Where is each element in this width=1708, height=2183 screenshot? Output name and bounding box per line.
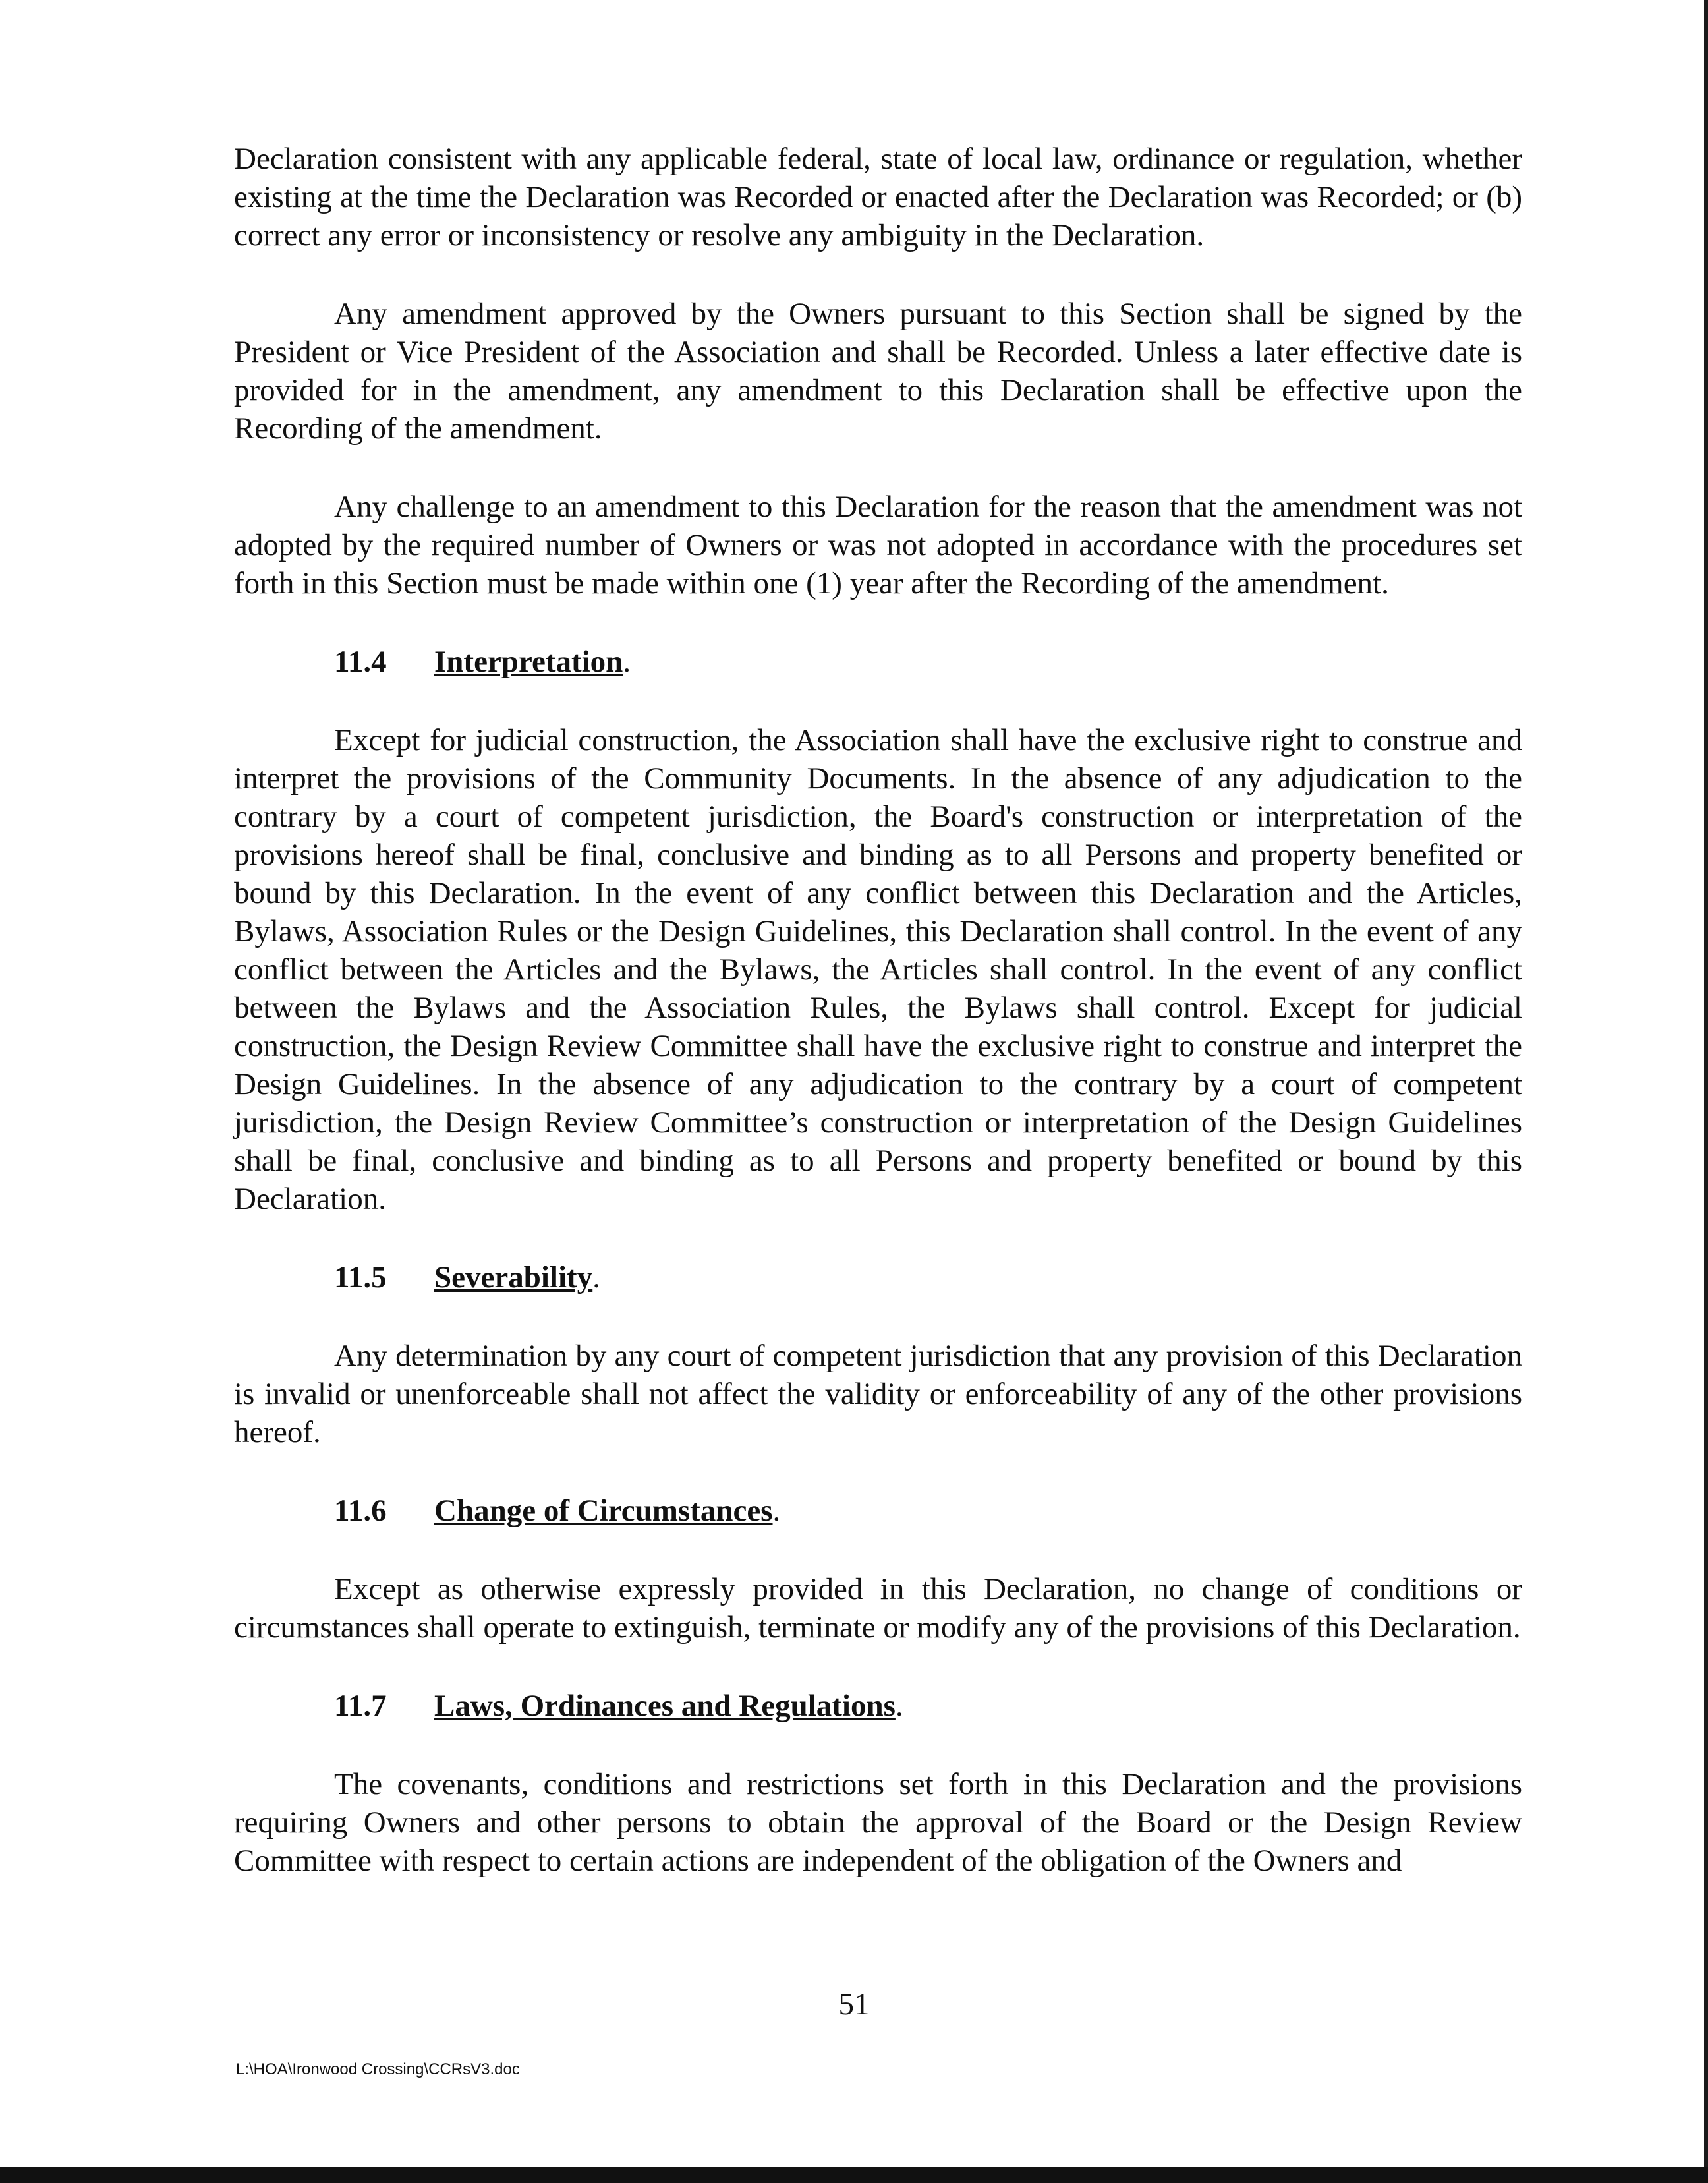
paragraph-declaration-consistent: Declaration consistent with any applicable federal, state of local law, ordinance or regulation, whether existing at the time the Declaration was Recorded or enacted after the Declaration was Recorded; or (b) correct any error or inconsistency or resolve any ambiguity in the Declaration. bbox=[234, 142, 1522, 252]
section-title: Laws, Ordinances and Regulations bbox=[434, 1689, 896, 1723]
section-heading-11-6 bbox=[234, 1492, 1522, 1530]
paragraph-amendment-challenge: Any challenge to an amendment to this Declaration for the reason that the amendment was not adopted by the required number of Owners or was not adopted in accordance with the procedures set forth in this Section must be made within one (1) year after the Recording of the amendment. bbox=[234, 490, 1522, 600]
page-right-edge bbox=[1704, 0, 1708, 2183]
section-title-period: . bbox=[772, 1494, 781, 1528]
section-heading-11-7 bbox=[234, 1687, 1522, 1725]
page-number: 51 bbox=[838, 1987, 870, 2022]
section-title: Severability bbox=[434, 1260, 593, 1295]
section-title: Change of Circumstances bbox=[434, 1494, 773, 1528]
page-bottom-edge bbox=[0, 2167, 1708, 2183]
section-number: 11.6 bbox=[334, 1494, 387, 1528]
section-number: 11.5 bbox=[334, 1260, 387, 1295]
paragraph-change-of-circumstances: Except as otherwise expressly provided in this Declaration, no change of conditions or circumstances shall operate to extinguish, terminate or modify any of the provisions of this Declaration. bbox=[234, 1572, 1522, 1645]
section-number: 11.7 bbox=[334, 1689, 387, 1723]
section-title-period: . bbox=[895, 1689, 903, 1723]
section-title-period: . bbox=[623, 645, 631, 679]
paragraph-amendment-approved: Any amendment approved by the Owners pursuant to this Section shall be signed by the President or Vice President of the Association and shall be Recorded. Unless a later effective date is provided for in the amendment, any amendment to this Declaration shall be effective upon the Recording of the amendment. bbox=[234, 297, 1522, 446]
document-body bbox=[234, 140, 1522, 1920]
paragraph-laws-ordinances: The covenants, conditions and restrictions set forth in this Declaration and the provisions requiring Owners and other persons to obtain the approval of the Board or the Design Review Committee with respect to certain actions are independent of the obligation of the Owners and bbox=[234, 1767, 1522, 1878]
section-heading-11-4 bbox=[234, 643, 1522, 681]
section-heading-11-5 bbox=[234, 1258, 1522, 1296]
footer-file-path: L:\HOA\Ironwood Crossing\CCRsV3.doc bbox=[236, 2060, 520, 2078]
section-number: 11.4 bbox=[334, 645, 387, 679]
section-title: Interpretation bbox=[434, 645, 623, 679]
paragraph-severability: Any determination by any court of competent jurisdiction that any provision of this Declaration is invalid or unenforceable shall not affect the validity or enforceability of any of the other provisions hereof. bbox=[234, 1339, 1522, 1449]
paragraph-interpretation: Except for judicial construction, the Association shall have the exclusive right to construe and interpret the provisions of the Community Documents. In the absence of any adjudication to the contrary by a court of competent jurisdiction, the Board's construction or interpretation of the provisions hereof shall be final, conclusive and binding as to all Persons and property benefited or bound by this Declaration. In the event of any conflict between this Declaration and the Articles, Bylaws, Association Rules or the Design Guidelines, this Declaration shall control. In the event of any conflict between the Articles and the Bylaws, the Articles shall control. In the event of any conflict between the Bylaws and the Association Rules, the Bylaws shall control. Except for judicial construction, the Design Review Committee shall have the exclusive right to construe and interpret the Design Guidelines. In the absence of any adjudication to the contrary by a court of competent jurisdiction, the Design Review Committee’s construction or interpretation of the Design Guidelines shall be final, conclusive and binding as to all Persons and property benefited or bound by this Declaration. bbox=[234, 723, 1522, 1216]
section-title-period: . bbox=[592, 1260, 600, 1295]
